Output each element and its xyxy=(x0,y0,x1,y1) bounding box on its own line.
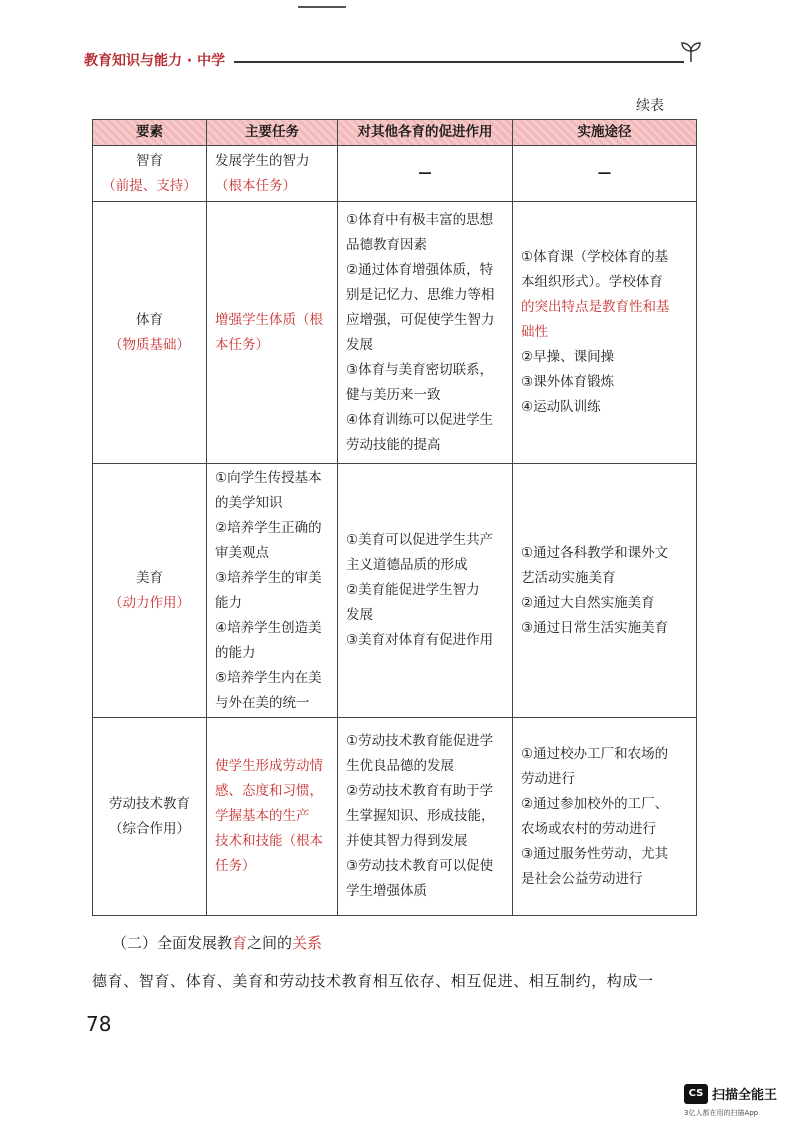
task-line: 学握基本的生产 xyxy=(215,808,310,824)
column-header: 实施途径 xyxy=(513,120,697,146)
task-cell xyxy=(207,202,338,464)
task-cell xyxy=(207,146,338,202)
route-line: ③课外体育锻炼 xyxy=(521,374,615,390)
route-line: ①通过校办工厂和农场的 xyxy=(521,745,669,762)
table-row xyxy=(93,464,697,718)
task-cell xyxy=(207,464,338,718)
route-cell xyxy=(513,202,697,464)
task-line: ④培养学生创造美 xyxy=(215,619,322,636)
education-elements-table xyxy=(92,119,697,916)
element-role: （综合作用） xyxy=(109,820,190,837)
element-cell xyxy=(93,718,207,916)
table-header-row xyxy=(93,120,697,146)
effect-line: ②通过体育增强体质，特 xyxy=(346,261,494,278)
route-line: ②通过大自然实施美育 xyxy=(521,594,655,611)
section-heading-text: 之间的 xyxy=(247,934,293,952)
effect-line: 发展 xyxy=(346,336,373,353)
effect-line: 应增强，可促使学生智力 xyxy=(346,311,495,328)
running-header xyxy=(84,46,706,70)
route-cell xyxy=(513,718,697,916)
table-row xyxy=(93,718,697,916)
section-heading xyxy=(112,932,322,953)
effect-line: 健与美历来一致 xyxy=(346,386,441,403)
top-edge-mark xyxy=(298,6,346,8)
task-line: 增强学生体质（根 xyxy=(215,311,323,328)
body-paragraph: 德育、智育、体育、美育和劳动技术教育相互依存、相互促进、相互制约，构成一 xyxy=(92,972,654,990)
task-line: 本任务） xyxy=(215,336,269,353)
effect-line: 劳动技能的提高 xyxy=(346,436,441,453)
column-header: 主要任务 xyxy=(207,120,338,146)
watermark-title: 扫描全能王 xyxy=(712,1088,778,1103)
element-role: （前提、支持） xyxy=(102,177,197,194)
effect-line: 品德教育因素 xyxy=(346,236,427,253)
task-line: 任务） xyxy=(215,858,256,874)
route-line: ①体育课（学校体育的基 xyxy=(521,249,669,265)
effect-line: ③体育与美育密切联系， xyxy=(346,361,494,378)
effect-line: 生掌握知识、形成技能， xyxy=(346,808,495,824)
effect-cell xyxy=(338,718,513,916)
effect-cell xyxy=(338,464,513,718)
effect-line: 主义道德品质的形成 xyxy=(346,557,468,573)
task-line: ⑤培养学生内在美 xyxy=(215,669,322,686)
effect-line: ③劳动技术教育可以促使 xyxy=(346,858,494,874)
task-line: 使学生形成劳动情 xyxy=(215,758,323,774)
column-header: 要素 xyxy=(93,120,207,146)
task-line: 技术和技能（根本 xyxy=(215,833,323,849)
element-name: 劳动技术教育 xyxy=(109,795,190,812)
element-name: 智育 xyxy=(136,152,163,169)
scanner-watermark xyxy=(684,1078,794,1122)
section-heading-highlight: 育 xyxy=(232,934,248,952)
route-cell: — xyxy=(513,146,697,202)
route-cell xyxy=(513,464,697,718)
continued-label: 续表 xyxy=(636,98,664,114)
section-heading-text: （二）全面发展教 xyxy=(112,934,233,952)
route-line: ④运动队训练 xyxy=(521,399,601,415)
task-line: 与外在美的统一 xyxy=(215,694,310,711)
task-line: 发展学生的智力 xyxy=(215,152,310,169)
effect-line: 发展 xyxy=(346,607,373,623)
task-cell xyxy=(207,718,338,916)
element-role: （物质基础） xyxy=(109,336,190,353)
section-heading-highlight: 关系 xyxy=(292,934,323,952)
effect-line: ①体育中有极丰富的思想 xyxy=(346,211,494,228)
page-number: 78 xyxy=(86,1012,112,1036)
effect-line: ①美育可以促进学生共产 xyxy=(346,532,494,548)
task-line: 的美学知识 xyxy=(215,494,283,511)
table-row xyxy=(93,202,697,464)
watermark-subtitle: 3亿人都在用的扫描App xyxy=(684,1109,759,1117)
effect-line: 别是记忆力、思维力等相 xyxy=(346,286,495,303)
effect-cell xyxy=(338,202,513,464)
task-line: （根本任务） xyxy=(215,177,296,194)
route-line: 农场或农村的劳动进行 xyxy=(521,820,656,837)
task-line: ②培养学生正确的 xyxy=(215,519,322,536)
sprout-icon xyxy=(680,40,702,64)
task-line: ①向学生传授基本 xyxy=(215,469,322,486)
route-line: 本组织形式）。学校体育 xyxy=(521,274,663,290)
element-cell xyxy=(93,464,207,718)
effect-line: ②美育能促进学生智力 xyxy=(346,582,480,598)
route-line: 劳动进行 xyxy=(521,770,575,787)
column-header: 对其他各育的促进作用 xyxy=(338,120,513,146)
header-title: 教育知识与能力 · 中学 xyxy=(84,53,226,69)
route-line: 艺活动实施美育 xyxy=(521,569,616,586)
task-line: ③培养学生的审美 xyxy=(215,569,322,586)
route-line: ②通过参加校外的工厂、 xyxy=(521,795,669,812)
element-cell xyxy=(93,202,207,464)
table-row xyxy=(93,146,697,202)
effect-line: ④体育训练可以促进学生 xyxy=(346,411,494,428)
route-line: ③通过服务性劳动，尤其 xyxy=(521,845,669,862)
element-role: （动力作用） xyxy=(109,594,190,611)
effect-cell: — xyxy=(338,146,513,202)
effect-line: 学生增强体质 xyxy=(346,883,427,899)
effect-line: 并使其智力得到发展 xyxy=(346,833,468,849)
task-line: 感、态度和习惯， xyxy=(215,783,323,799)
route-line: ①通过各科教学和课外文 xyxy=(521,544,669,561)
cs-logo-icon: CS xyxy=(684,1084,708,1104)
route-line: 础性 xyxy=(521,324,548,340)
effect-line: ①劳动技术教育能促进学 xyxy=(346,733,494,749)
element-name: 体育 xyxy=(136,311,163,328)
route-line: ②早操、课间操 xyxy=(521,349,615,365)
effect-line: ③美育对体育有促进作用 xyxy=(346,632,494,648)
effect-line: 生优良品德的发展 xyxy=(346,758,454,774)
route-line: ③通过日常生活实施美育 xyxy=(521,619,669,636)
route-line: 是社会公益劳动进行 xyxy=(521,870,643,887)
element-name: 美育 xyxy=(136,569,163,586)
task-line: 审美观点 xyxy=(215,544,269,561)
header-rule xyxy=(234,61,684,63)
task-line: 能力 xyxy=(215,594,242,611)
task-line: 的能力 xyxy=(215,644,256,661)
element-cell xyxy=(93,146,207,202)
effect-line: ②劳动技术教育有助于学 xyxy=(346,783,494,799)
route-line: 的突出特点是教育性和基 xyxy=(521,299,670,315)
